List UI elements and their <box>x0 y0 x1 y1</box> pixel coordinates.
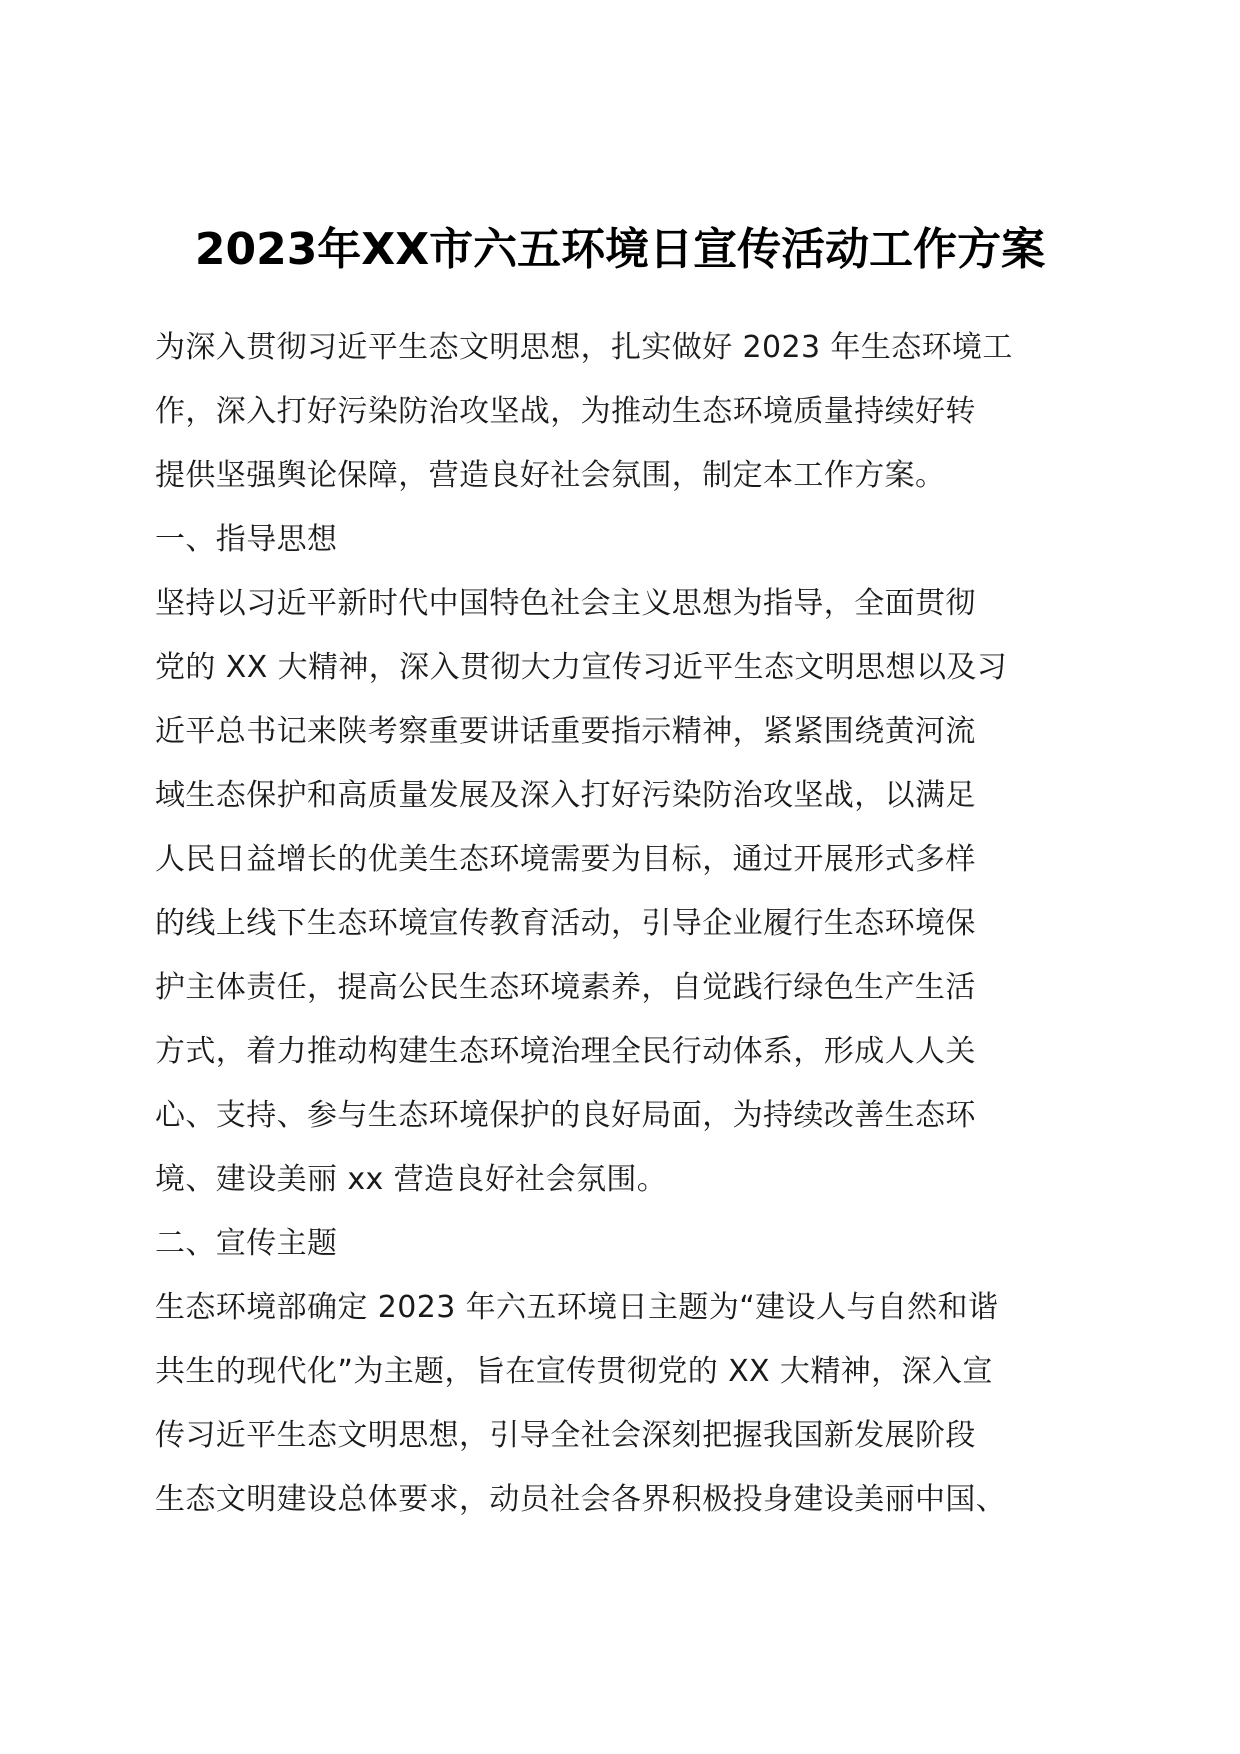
document-title: 2023年XX市六五环境日宣传活动工作方案 <box>194 224 1046 275</box>
body-line: 生态环境部确定 2023 年六五环境日主题为“建设人与自然和谐 <box>155 1290 999 1325</box>
body-line: 人民日益增长的优美生态环境需要为目标，通过开展形式多样 <box>155 842 976 877</box>
body-line: 提供坚强舆论保障，营造良好社会氛围，制定本工作方案。 <box>155 458 946 493</box>
body-line: 方式，着力推动构建生态环境治理全民行动体系，形成人人关 <box>155 1034 976 1069</box>
body-line: 近平总书记来陕考察重要讲话重要指示精神，紧紧围绕黄河流 <box>155 714 976 749</box>
body-line: 为深入贯彻习近平生态文明思想，扎实做好 2023 年生态环境工 <box>155 330 1013 365</box>
body-line: 的线上线下生态环境宣传教育活动，引导企业履行生态环境保 <box>155 906 976 941</box>
section-heading-guiding-ideology: 一、指导思想 <box>155 522 338 557</box>
body-line: 心、支持、参与生态环境保护的良好局面，为持续改善生态环 <box>155 1098 976 1133</box>
body-line: 作，深入打好污染防治攻坚战，为推动生态环境质量持续好转 <box>155 394 976 429</box>
document-body <box>155 316 1095 1532</box>
body-line: 共生的现代化”为主题，旨在宣传贯彻党的 XX 大精神，深入宣 <box>155 1354 993 1389</box>
body-line: 域生态保护和高质量发展及深入打好污染防治攻坚战，以满足 <box>155 778 976 813</box>
body-line: 传习近平生态文明思想，引导全社会深刻把握我国新发展阶段 <box>155 1418 976 1453</box>
body-line: 境、建设美丽 xx 营造良好社会氛围。 <box>155 1162 668 1197</box>
body-line: 党的 XX 大精神，深入贯彻大力宣传习近平生态文明思想以及习 <box>155 650 1008 685</box>
body-line: 护主体责任，提高公民生态环境素养，自觉践行绿色生产生活 <box>155 970 976 1005</box>
body-line: 坚持以习近平新时代中国特色社会主义思想为指导，全面贯彻 <box>155 586 976 621</box>
section-heading-publicity-theme: 二、宣传主题 <box>155 1226 338 1261</box>
body-line: 生态文明建设总体要求，动员社会各界积极投身建设美丽中国、 <box>155 1482 1007 1517</box>
